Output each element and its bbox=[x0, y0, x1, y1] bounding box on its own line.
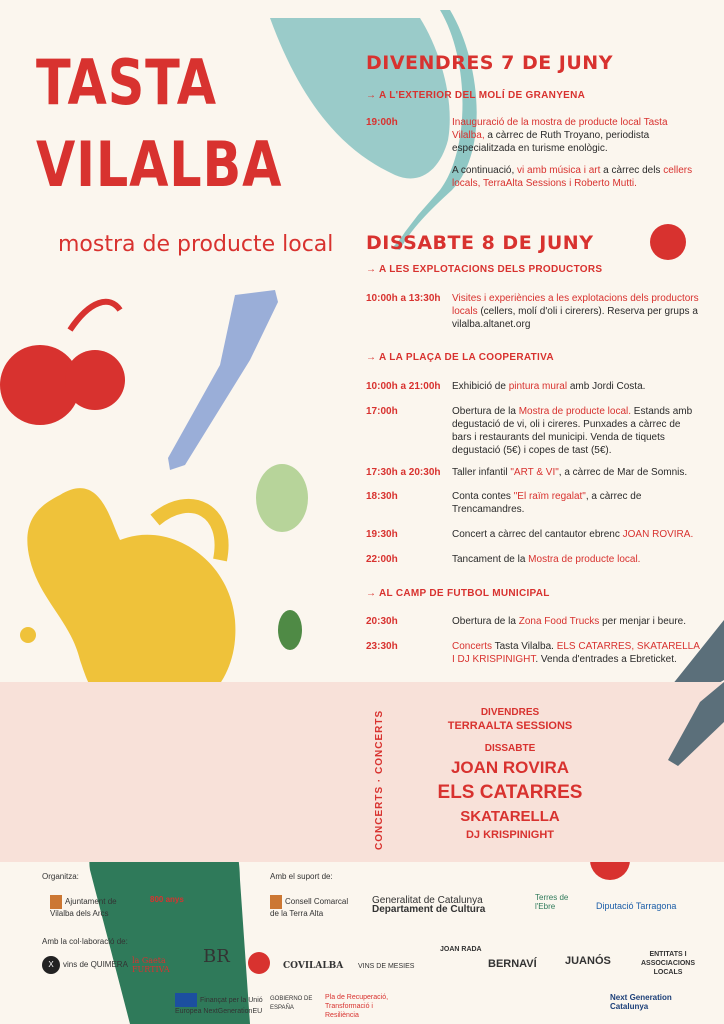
br-logo: BR bbox=[203, 946, 230, 967]
event-text: a càrrec de Ruth Troyano, periodista especialitzada en turisme enològic. bbox=[452, 130, 650, 154]
concerts-vertical: CONCERTS · CONCERTS bbox=[374, 709, 385, 850]
gobierno-logo: GOBIERNO DE ESPAÑA bbox=[270, 996, 313, 1011]
quimera-logo bbox=[42, 956, 128, 974]
band-els-catarres: ELS CATARRES bbox=[437, 782, 583, 803]
ue-logo bbox=[175, 993, 265, 1016]
rada-logo: JOAN RADA bbox=[440, 946, 482, 953]
anys-logo: 800 anys bbox=[150, 895, 184, 904]
event-time: 17:00h bbox=[366, 406, 398, 417]
page-title bbox=[36, 46, 283, 201]
band-skatarella: SKATARELLA bbox=[460, 808, 560, 825]
juanos-logo: JUANÓS bbox=[565, 955, 611, 967]
event-text: , a càrrec de Mar de Somnis. bbox=[558, 467, 688, 478]
event-highlight: pintura mural bbox=[508, 381, 568, 392]
saturday-location-1: → A LES EXPLOTACIONS DELS PRODUCTORS bbox=[366, 264, 603, 275]
consell-text: Consell Comarcal de la Terra Alta bbox=[270, 897, 349, 918]
event-desc bbox=[452, 116, 702, 155]
event-highlight: vi amb música i art bbox=[517, 165, 601, 176]
event-highlight: Zona Food Trucks bbox=[518, 616, 600, 627]
event-highlight: Mostra de producte local. bbox=[528, 554, 641, 565]
event-time: 19:30h bbox=[366, 529, 398, 540]
event-text: per menjar i beure. bbox=[599, 616, 687, 627]
saturday-heading: DISSABTE 8 DE JUNY bbox=[366, 232, 594, 254]
event-desc bbox=[452, 405, 702, 457]
event-text: (cellers, molí d'oli i cirerers). Reserva per grups a vilalba.altanet.org bbox=[452, 306, 698, 330]
gaeta-logo: la Gaeta FURTIVA bbox=[132, 956, 170, 974]
nextgen-logo: Next Generation Catalunya bbox=[610, 993, 672, 1011]
pla-logo: Pla de Recuperació, Transformació i Resiliència bbox=[325, 994, 389, 1019]
entitats-logo: ENTITATS I ASSOCIACIONS LOCALS bbox=[640, 951, 696, 976]
event-time: 18:30h bbox=[366, 491, 398, 502]
organitza-label: Organitza: bbox=[42, 872, 79, 881]
departament-text: Departament de Cultura bbox=[372, 904, 486, 915]
quimera-text: vins de QUIMERA bbox=[63, 960, 128, 969]
event-time: 19:00h bbox=[366, 117, 398, 128]
event-desc bbox=[452, 640, 702, 666]
event-text: Obertura de la bbox=[452, 616, 519, 627]
bernavi-logo: BERNAVÍ bbox=[488, 958, 537, 970]
consell-logo bbox=[270, 895, 350, 918]
event-time: 20:30h bbox=[366, 616, 398, 627]
event-desc bbox=[452, 490, 702, 516]
event-highlight: "ART & VI" bbox=[510, 467, 559, 478]
event-text: A continuació, bbox=[452, 165, 518, 176]
event-text: amb Jordi Costa. bbox=[567, 381, 646, 392]
event-highlight: cellers locals, TerraAlta Sessions i Roberto Mutti. bbox=[452, 165, 693, 189]
event-text: Tancament de la bbox=[452, 554, 529, 565]
friday-label: DIVENDRES bbox=[480, 707, 540, 718]
event-time: 23:30h bbox=[366, 641, 398, 652]
friday-band: TERRAALTA SESSIONS bbox=[447, 720, 573, 732]
band-dj-krispinight: DJ KRISPINIGHT bbox=[465, 829, 554, 841]
event-highlight: Inauguració de la mostra de producte local Tasta Vilalba, bbox=[452, 117, 668, 141]
eu-flag-icon bbox=[175, 993, 197, 1007]
event-desc bbox=[452, 528, 702, 541]
event-time: 22:00h bbox=[366, 554, 398, 565]
event-text: Tasta Vilalba. bbox=[492, 641, 557, 652]
event-text: Taller infantil bbox=[452, 467, 511, 478]
col-label: Amb la col·laboració de: bbox=[42, 937, 128, 946]
band-joan-rovira: JOAN ROVIRA bbox=[450, 758, 570, 777]
saturday-label: DISSABTE bbox=[484, 743, 536, 754]
suport-label: Amb el suport de: bbox=[270, 872, 333, 881]
event-desc bbox=[452, 380, 702, 393]
olive-icon bbox=[256, 464, 308, 532]
ajuntament-logo bbox=[50, 895, 125, 918]
event-highlight: "El raïm regalat" bbox=[513, 491, 586, 502]
shield-icon bbox=[50, 895, 62, 909]
event-text: Conta contes bbox=[452, 491, 514, 502]
event-desc bbox=[452, 553, 702, 566]
saturday-location-2: → A LA PLAÇA DE LA COOPERATIVA bbox=[366, 352, 554, 363]
event-desc bbox=[452, 292, 702, 331]
shield-icon bbox=[270, 895, 282, 909]
event-highlight: Visites i experiències a les explotacions dels productors locals bbox=[452, 293, 699, 317]
event-desc bbox=[452, 466, 702, 479]
event-highlight: Mostra de producte local. bbox=[518, 406, 631, 417]
generalitat-logo bbox=[372, 896, 485, 914]
event-time: 10:00h a 21:00h bbox=[366, 381, 441, 392]
event-text: a càrrec dels bbox=[600, 165, 664, 176]
event-text: Concert a càrrec del cantautor ebrenc bbox=[452, 529, 623, 540]
event-text: , a càrrec de Trencamandres. bbox=[452, 491, 642, 515]
covilalba-logo: COVILALBA bbox=[283, 961, 344, 971]
friday-location: → A L'EXTERIOR DEL MOLÍ DE GRANYENA bbox=[366, 90, 586, 101]
event-text: Exhibició de bbox=[452, 381, 509, 392]
fork-icon bbox=[168, 290, 278, 470]
friday-heading: DIVENDRES 7 DE JUNY bbox=[366, 52, 613, 74]
terres-logo: Terres de l'Ebre bbox=[535, 893, 569, 911]
diputacio-logo: Diputació Tarragona bbox=[596, 901, 677, 911]
event-highlight: JOAN ROVIRA. bbox=[622, 529, 694, 540]
subtitle: mostra de producte local bbox=[58, 232, 334, 257]
x-icon: X bbox=[42, 956, 60, 974]
event-highlight: Concerts bbox=[452, 641, 493, 652]
event-text: Estands amb degustació de vi, oli i cireres. Punxades a càrrec de bars i restaurants del municipi. Venda de tiquets degustació (5€) i copes de tast (5€). bbox=[452, 406, 693, 456]
title-line2: VILALBA bbox=[36, 128, 283, 201]
event-desc bbox=[452, 615, 702, 628]
title-line1: TASTA bbox=[36, 46, 217, 119]
saturday-location-3: → AL CAMP DE FUTBOL MUNICIPAL bbox=[366, 588, 550, 599]
event-time: 10:00h a 13:30h bbox=[366, 293, 441, 304]
ajuntament-text: Ajuntament de Vilalba dels Arcs bbox=[50, 897, 117, 918]
ue-text: Finançat per la Unió Europea NextGenerationEU bbox=[175, 996, 263, 1015]
generalitat-text: Generalitat de Catalunya bbox=[372, 895, 483, 906]
event-text: Obertura de la bbox=[452, 406, 519, 417]
event-time: 17:30h a 20:30h bbox=[366, 467, 441, 478]
cherry-brand-icon bbox=[248, 952, 270, 974]
mesies-logo: VINS DE MESIES bbox=[358, 963, 415, 970]
event-highlight: ELS CATARRES, SKATARELLA I DJ KRISPINIGHT bbox=[452, 641, 700, 665]
event-text: . Venda d'entrades a Ebreticket. bbox=[535, 654, 677, 665]
event-desc bbox=[452, 164, 702, 190]
